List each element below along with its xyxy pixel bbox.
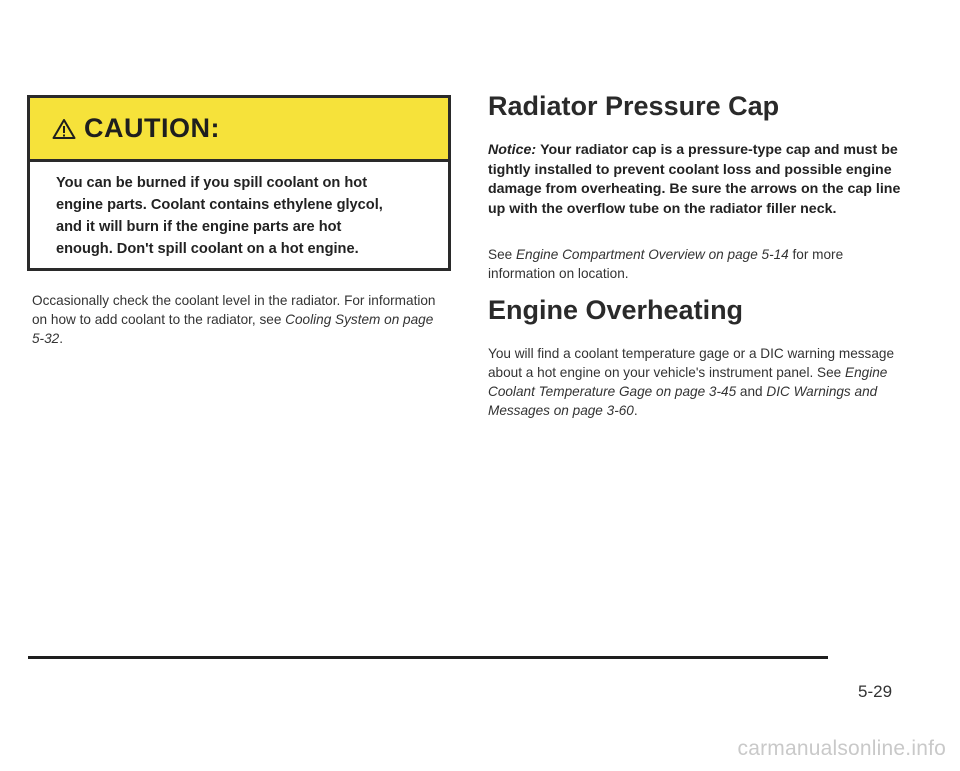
coolant-check-paragraph [32, 291, 442, 348]
see-prefix: See [488, 247, 516, 262]
radiator-pressure-cap-heading: Radiator Pressure Cap [488, 91, 780, 121]
caution-line: enough. Don't spill coolant on a hot engine. [56, 241, 359, 257]
dic-warnings-link[interactable]: DIC Warnings and Messages on page 3-60 [488, 384, 878, 418]
overheating-paragraph [488, 344, 908, 420]
paragraph-end: . [59, 331, 63, 346]
see-also-paragraph [488, 245, 908, 283]
overheating-conjunction: and [736, 384, 767, 399]
paragraph-text: Occasionally check the coolant level in the radiator. For information on how to add coolant to the radiator, see [32, 293, 436, 327]
caution-box [27, 95, 451, 271]
notice-paragraph [488, 141, 918, 219]
caution-line: engine parts. Coolant contains ethylene glycol, [56, 197, 383, 213]
caution-line: and it will burn if the engine parts are hot [56, 219, 342, 235]
see-suffix: for more information on location. [488, 247, 844, 281]
notice-label: Notice: [488, 142, 537, 158]
caution-text [30, 162, 448, 260]
caution-header [30, 98, 448, 162]
overheating-text: You will find a coolant temperature gage or a DIC warning message about a hot engine on your vehicle's instrument panel. See [488, 346, 895, 380]
footer-divider [28, 656, 828, 659]
caution-line: You can be burned if you spill coolant on hot [56, 175, 368, 191]
engine-overheating-heading: Engine Overheating [488, 295, 744, 325]
watermark: carmanualsonline.info [737, 737, 946, 760]
coolant-temp-gage-link[interactable]: Engine Coolant Temperature Gage on page 3-45 [488, 365, 888, 399]
page-number: 5-29 [858, 682, 893, 701]
overheating-end: . [633, 403, 638, 418]
caution-title: CAUTION: [84, 113, 220, 143]
notice-text: Your radiator cap is a pressure-type cap and must be tightly installed to prevent coolant loss and possible engine damage from overheating. Be sure the arrows on the cap line up with the overflow tube on the radiator filler neck. [488, 142, 901, 217]
warning-triangle-icon [52, 118, 76, 140]
cooling-system-link[interactable]: Cooling System on page 5-32 [32, 312, 434, 346]
engine-compartment-link[interactable]: Engine Compartment Overview on page 5-14 [515, 247, 789, 262]
